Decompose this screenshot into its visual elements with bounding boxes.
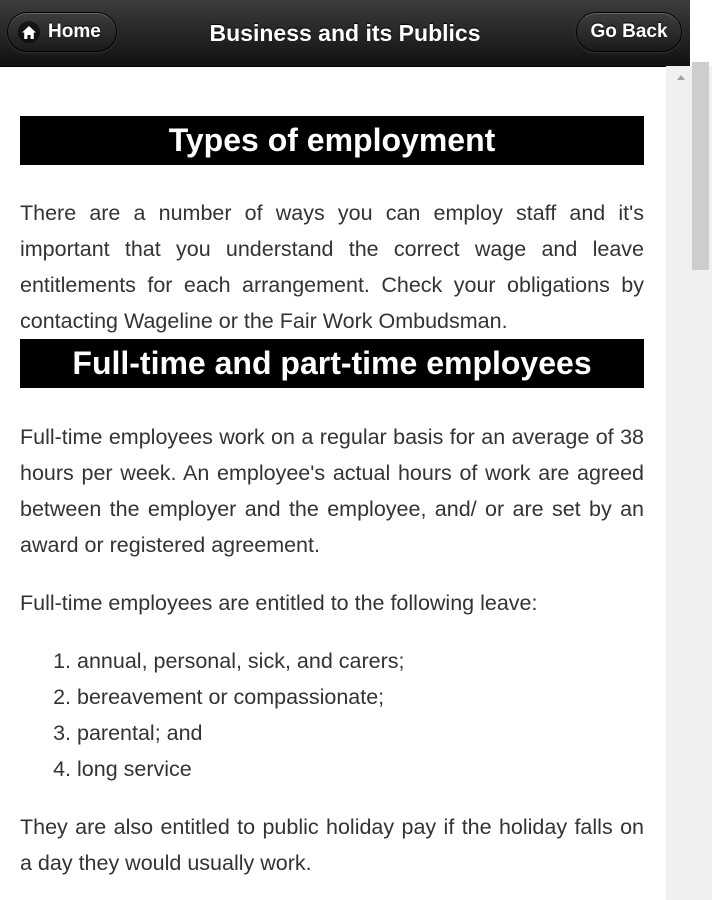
home-icon xyxy=(18,21,40,43)
list-item: 4. long service xyxy=(77,751,644,787)
page-title: Business and its Publics xyxy=(209,19,481,46)
scrollbar-thumb[interactable] xyxy=(692,62,709,270)
go-back-button[interactable] xyxy=(576,12,682,52)
home-button[interactable] xyxy=(7,12,117,52)
list-item: 1. annual, personal, sick, and carers; xyxy=(77,643,644,679)
app-header xyxy=(0,0,690,67)
list-item: 3. parental; and xyxy=(77,715,644,751)
types-of-employment-paragraph: There are a number of ways you can employ staff and it's important that you understand the correct wage and leave entitlements for each arrangement. Check your obligations by contacting Wageline or the Fair Work Ombudsman. xyxy=(20,201,644,333)
leave-entitlements-list xyxy=(20,643,644,787)
go-back-button-label: Go Back xyxy=(590,21,668,42)
section-heading-types-of-employment: Types of employment xyxy=(20,116,644,165)
leave-entitlements-intro: Full-time employees are entitled to the following leave: xyxy=(20,591,538,615)
scroll-up-arrow-icon[interactable] xyxy=(677,75,685,80)
section-heading-full-time-part-time: Full-time and part-time employees xyxy=(20,339,644,388)
main-content xyxy=(20,116,644,881)
public-holiday-paragraph: They are also entitled to public holiday pay if the holiday falls on a day they would usually work. xyxy=(20,815,644,875)
full-time-description-paragraph: Full-time employees work on a regular basis for an average of 38 hours per week. An employee's actual hours of work are agreed between the employer and the employee, and/ or are set by an award or registered agreement. xyxy=(20,425,644,557)
home-button-label: Home xyxy=(48,21,101,42)
list-item: 2. bereavement or compassionate; xyxy=(77,679,644,715)
